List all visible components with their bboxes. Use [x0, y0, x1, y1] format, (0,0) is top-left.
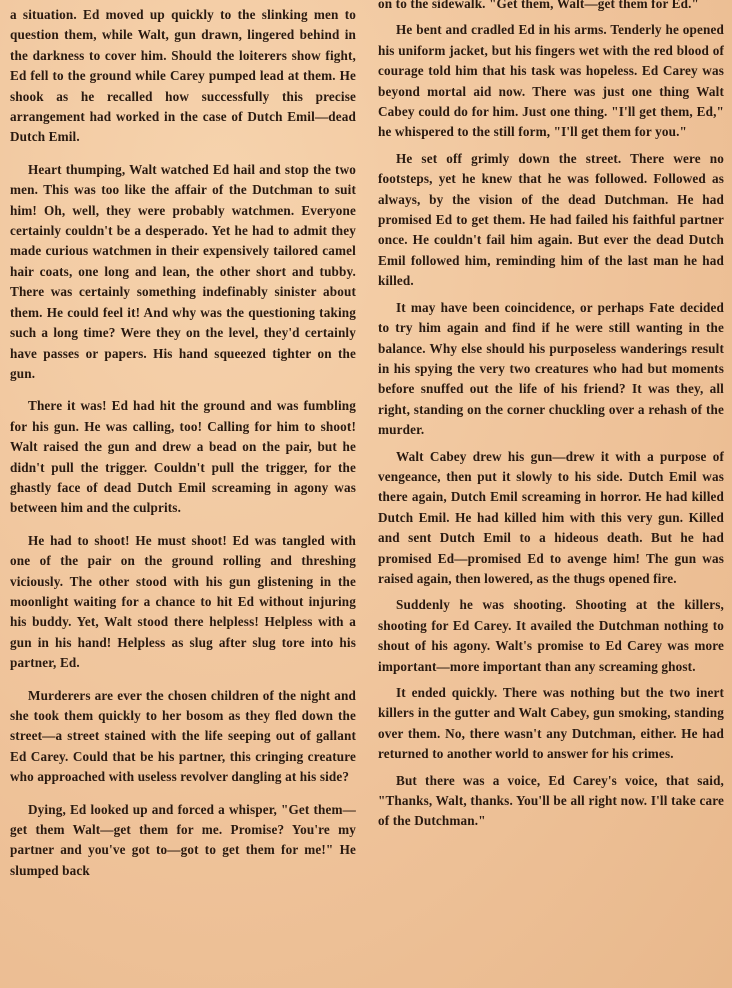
- paragraph: There it was! Ed had hit the ground and was fumbling for his gun. He was calling, too! Calling for him to shoot! Walt raised the gun and drew a bead on the pair, but he didn't pull the trigger. Couldn't pull the trigger, for the ghastly face of dead Dutch Emil screaming in agony was between him and the culprits.: [10, 398, 356, 516]
- paragraph: But there was a voice, Ed Carey's voice, that said, "Thanks, Walt, thanks. You'll be all right now. I'll take care of the Dutchman.": [378, 772, 724, 829]
- paragraph: Dying, Ed looked up and forced a whisper, "Get them—get them Walt—get them for me. Promise? You're my partner and you've got to—got to get them for me!" He slumped back: [10, 801, 356, 878]
- paragraph: Murderers are ever the chosen children of the night and she took them quickly to her bosom as they fled down the street—a street stained with the life seeping out of gallant Ed Carey. Could that be his partner, this cringing creature who approached with useless revolver dangling at his side?: [10, 687, 356, 785]
- paragraph: He set off grimly down the street. There were no footsteps, yet he knew that he was followed. Followed as always, by the vision of the dead Dutchman. He had promised Ed to get them. He had failed his faithful partner once. He couldn't fail him again. But ever the dead Dutch Emil followed him, reminding him of the last man he had killed.: [378, 150, 724, 289]
- paragraph: on to the sidewalk. "Get them, Walt—get them for Ed.": [378, 0, 700, 11]
- left-column: [10, 0, 356, 988]
- paragraph: Walt Cabey drew his gun—drew it with a purpose of vengeance, then put it slowly to his side. Dutch Emil was there again, Dutch Emil screaming in horror. He had killed Dutch Emil. He had killed him with this very gun. Killed and sent Dutch Emil to a hideous death. But he had promised Ed—promised Ed to avenge him! The gun was raised again, then lowered, as the thugs opened fire.: [378, 448, 724, 586]
- paragraph: a situation. Ed moved up quickly to the slinking men to question them, while Walt, gun drawn, lingered behind in the darkness to cover him. Should the loiterers show fight, Ed fell to the ground while Carey pumped lead at them. He shook as he recalled how successfully this precise arrangement had worked in the case of Dutch Emil—dead Dutch Emil.: [10, 7, 356, 145]
- paragraph: Suddenly he was shooting. Shooting at the killers, shooting for Ed Carey. It availed the Dutchman nothing to shout of his agony. Walt's promise to Ed Carey was more important—more important than any screaming ghost.: [378, 597, 724, 674]
- right-column: [378, 0, 724, 988]
- paragraph: He bent and cradled Ed in his arms. Tenderly he opened his uniform jacket, but his fingers wet with the red blood of courage told him that his task was hopeless. Ed Carey was beyond mortal aid now. There was just one thing Walt Cabey could do for him. Just one thing. "I'll get them, Ed," he whispered to the still form, "I'll get them for you.": [378, 22, 724, 140]
- paragraph: Heart thumping, Walt watched Ed hail and stop the two men. This was too like the affair of the Dutchman to suit him! Oh, well, they were probably watchmen. Everyone certainly couldn't be a desperado. Yet he had to admit they made curious watchmen in their expensively tailored camel hair coats, one long and lean, the other short and tubby. There was certainly something indefinably sinister about them. He could feel it! And why was the questioning taking such a long time? Were they on the level, they'd certainly have passes or papers. His hand squeezed tighter on the gun.: [10, 161, 356, 381]
- paragraph: It may have been coincidence, or perhaps Fate decided to try him again and find if he were still wanting in the balance. Why else should his purposeless wanderings result in his spying the very two creatures who had but moments before snuffed out the life of his friend? It was they, all right, standing on the corner chuckling over a rehash of the murder.: [378, 299, 724, 438]
- paragraph: He had to shoot! He must shoot! Ed was tangled with one of the pair on the ground rolling and threshing viciously. The other stood with his gun glistening in the moonlight waiting for a chance to hit Ed without injuring his buddy. Yet, Walt stood there helpless! Helpless with a gun in his hand! Helpless as slug after slug tore into his partner, Ed.: [10, 532, 356, 671]
- paragraph: It ended quickly. There was nothing but the two inert killers in the gutter and Walt Cabey, gun smoking, standing over them. No, there wasn't any Dutchman, either. He had returned to another world to answer for his crimes.: [378, 685, 724, 762]
